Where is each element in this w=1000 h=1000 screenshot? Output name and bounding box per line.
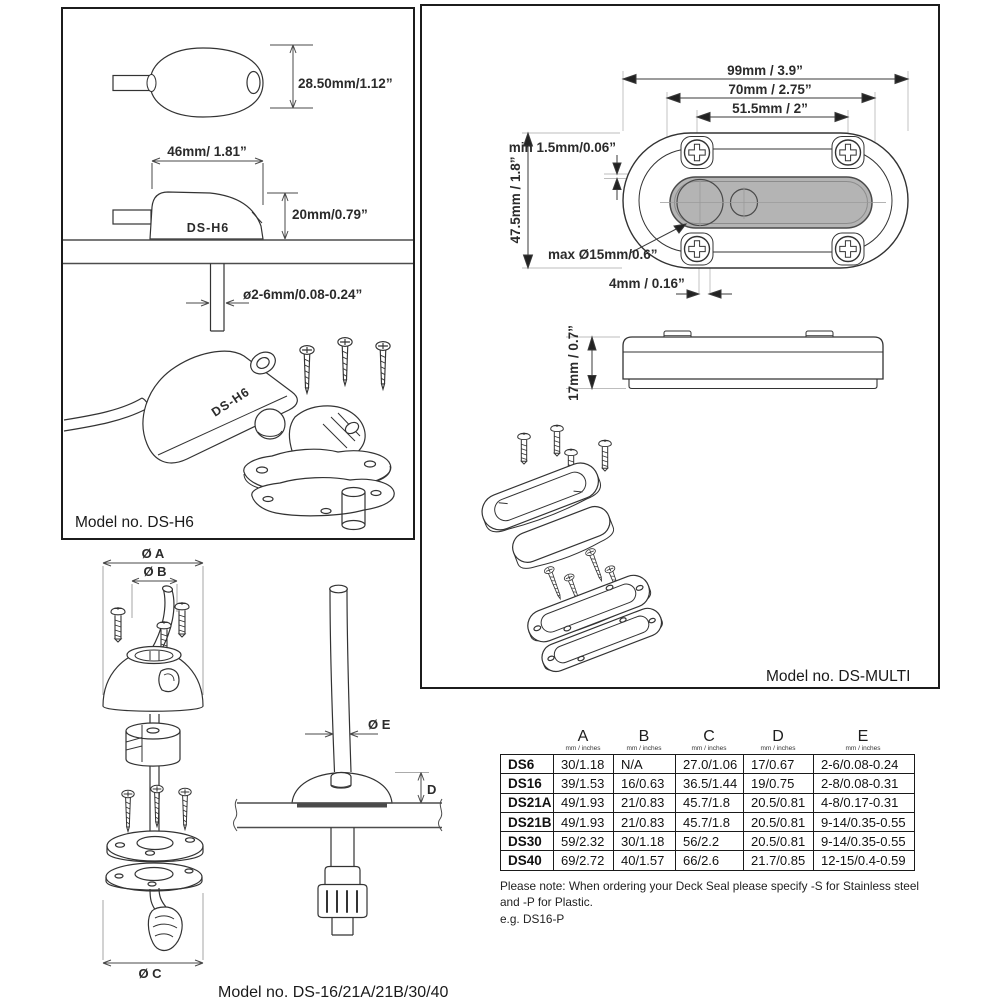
cable-3d: [64, 398, 142, 420]
dsh6-deck-section: [63, 240, 413, 264]
value-cell: 2-8/0.08-0.31: [814, 774, 915, 793]
table-row: [501, 793, 915, 812]
value-cell: 45.7/1.8: [676, 793, 744, 812]
table-row: [501, 755, 915, 774]
dome-vent: [159, 669, 179, 692]
dim-label-min-gap: min 1.5mm/0.06”: [508, 140, 616, 155]
clamp-ring: [107, 831, 203, 862]
value-cell: 66/2.6: [676, 851, 744, 870]
dim-label-overall-length: 99mm / 3.9”: [727, 63, 803, 78]
dsmulti-side-view: [623, 331, 883, 389]
value-cell: 21.7/0.85: [744, 851, 814, 870]
dim-label-e: Ø E: [368, 717, 391, 732]
value-cell: 21/0.83: [614, 812, 676, 831]
pole: [330, 589, 351, 772]
dsseries-installed-view: [292, 585, 392, 807]
dsseries-extension-lines: [103, 566, 203, 960]
cable-connector: [148, 907, 182, 950]
column-letter: D: [772, 728, 784, 745]
cable-stub: [113, 76, 151, 91]
pole-top: [330, 585, 348, 593]
table-row: [501, 832, 915, 851]
value-cell: 36.5/1.44: [676, 774, 744, 793]
spec-table-header: [500, 727, 916, 754]
ball-joint: [255, 409, 285, 439]
connector-neck: [325, 867, 360, 886]
value-cell: 45.7/1.8: [676, 812, 744, 831]
column-unit: mm / inches: [760, 745, 796, 752]
value-cell: 12-15/0.4-0.59: [814, 851, 915, 870]
value-cell: 59/2.32: [554, 832, 614, 851]
dim-label-hole-gap: 4mm / 0.16”: [609, 276, 685, 291]
screw-icon: [338, 338, 352, 385]
column-header-c: [675, 727, 743, 754]
table-row: [501, 774, 915, 793]
dim-label-pod-height: 28.50mm/1.12”: [298, 76, 393, 91]
dsmulti-top-view: [623, 133, 908, 268]
dim-label-fixing-centres: 70mm / 2.75”: [728, 82, 812, 97]
part-label-dsh6-3d: DS-H6: [209, 384, 253, 420]
column-header-b: [613, 727, 675, 754]
table-row: [501, 851, 915, 870]
column-header-a: [553, 727, 613, 754]
column-letter: C: [703, 728, 715, 745]
spec-table: [500, 727, 916, 871]
value-cell: 69/2.72: [554, 851, 614, 870]
value-cell: N/A: [614, 755, 676, 774]
value-cell: 17/0.67: [744, 755, 814, 774]
model-cell: DS40: [501, 851, 554, 870]
spec-table-grid: [500, 754, 915, 871]
dsseries-dim-d: [395, 773, 429, 804]
dim-label-pod-side-height: 20mm/0.79”: [292, 207, 368, 222]
cable-upper: [151, 588, 165, 650]
model-cell: DS21A: [501, 793, 554, 812]
value-cell: 27.0/1.06: [676, 755, 744, 774]
column-unit: mm / inches: [845, 745, 881, 752]
base-gasket-ring: [106, 863, 202, 891]
ordering-note: [500, 878, 930, 927]
column-unit: mm / inches: [565, 745, 601, 752]
dsh6-underdeck-cable: [211, 264, 225, 332]
table-row: [501, 812, 915, 831]
column-header-e: [813, 727, 913, 754]
screw-icon: [300, 346, 314, 393]
value-cell: 39/1.53: [554, 774, 614, 793]
column-header-d: [743, 727, 813, 754]
model-label-dsh6: Model no. DS-H6: [75, 514, 194, 531]
dim-label-cable-diameter: ø2-6mm/0.08-0.24”: [243, 287, 363, 302]
value-cell: 30/1.18: [614, 832, 676, 851]
knurled-nut: [318, 885, 367, 918]
dim-label-d: D: [427, 782, 437, 797]
value-cell: 4-8/0.17-0.31: [814, 793, 915, 812]
value-cell: 19/0.75: [744, 774, 814, 793]
column-unit: mm / inches: [691, 745, 727, 752]
cable-exit-hole: [247, 72, 260, 94]
column-unit: mm / inches: [626, 745, 662, 752]
pod-outline: [150, 48, 263, 117]
value-cell: 21/0.83: [614, 793, 676, 812]
value-cell: 9-14/0.35-0.55: [814, 832, 915, 851]
value-cell: 56/2.2: [676, 832, 744, 851]
model-cell: DS21B: [501, 812, 554, 831]
dsmulti-exploded-view: [477, 425, 666, 677]
dsh6-cable-dimension: [186, 300, 249, 306]
column-letter: A: [577, 728, 589, 745]
value-cell: 9-14/0.35-0.55: [814, 812, 915, 831]
value-cell: 20.5/0.81: [744, 793, 814, 812]
value-cell: 30/1.18: [554, 755, 614, 774]
side-body: [623, 337, 883, 379]
value-cell: 16/0.63: [614, 774, 676, 793]
screw-icon: [376, 342, 390, 389]
ordering-note-line1: Please note: When ordering your Deck Seal please specify -S for Stainless steel and -P for Plastic.: [500, 879, 920, 910]
dim-label-pod-width: 46mm/ 1.81”: [167, 144, 247, 159]
model-label-dsmulti: Model no. DS-MULTI: [766, 668, 911, 685]
value-cell: 2-6/0.08-0.24: [814, 755, 915, 774]
column-letter: B: [638, 728, 650, 745]
dsseries-underdeck: [318, 828, 367, 936]
column-letter: E: [857, 728, 869, 745]
dim-label-c: Ø C: [138, 966, 162, 981]
model-cell: DS30: [501, 832, 554, 851]
dim-label-overall-width: 47.5mm / 1.8”: [508, 156, 523, 244]
part-label-dsh6-side: DS-H6: [186, 221, 230, 235]
value-cell: 20.5/0.81: [744, 832, 814, 851]
value-cell: 40/1.57: [614, 851, 676, 870]
model-label-dsseries: Model no. DS-16/21A/21B/30/40: [218, 984, 449, 1000]
model-cell: DS16: [501, 774, 554, 793]
dim-label-a: Ø A: [141, 546, 165, 561]
value-cell: 20.5/0.81: [744, 812, 814, 831]
header-spacer: [500, 727, 553, 754]
dsh6-top-view: [113, 48, 263, 117]
dsseries-dim-b: [132, 578, 177, 584]
value-cell: 49/1.93: [554, 793, 614, 812]
dsseries-exploded-view: [103, 585, 203, 950]
dim-label-slot-length: 51.5mm / 2”: [732, 101, 808, 116]
dim-label-b: Ø B: [143, 564, 167, 579]
model-cell: DS6: [501, 755, 554, 774]
value-cell: 49/1.93: [554, 812, 614, 831]
ordering-note-line2: e.g. DS16-P: [500, 911, 565, 926]
dim-label-height: 17mm / 0.7”: [566, 325, 581, 401]
dim-label-max-cable: max Ø15mm/0.6”: [548, 247, 658, 262]
cable-stub-side: [113, 210, 151, 224]
